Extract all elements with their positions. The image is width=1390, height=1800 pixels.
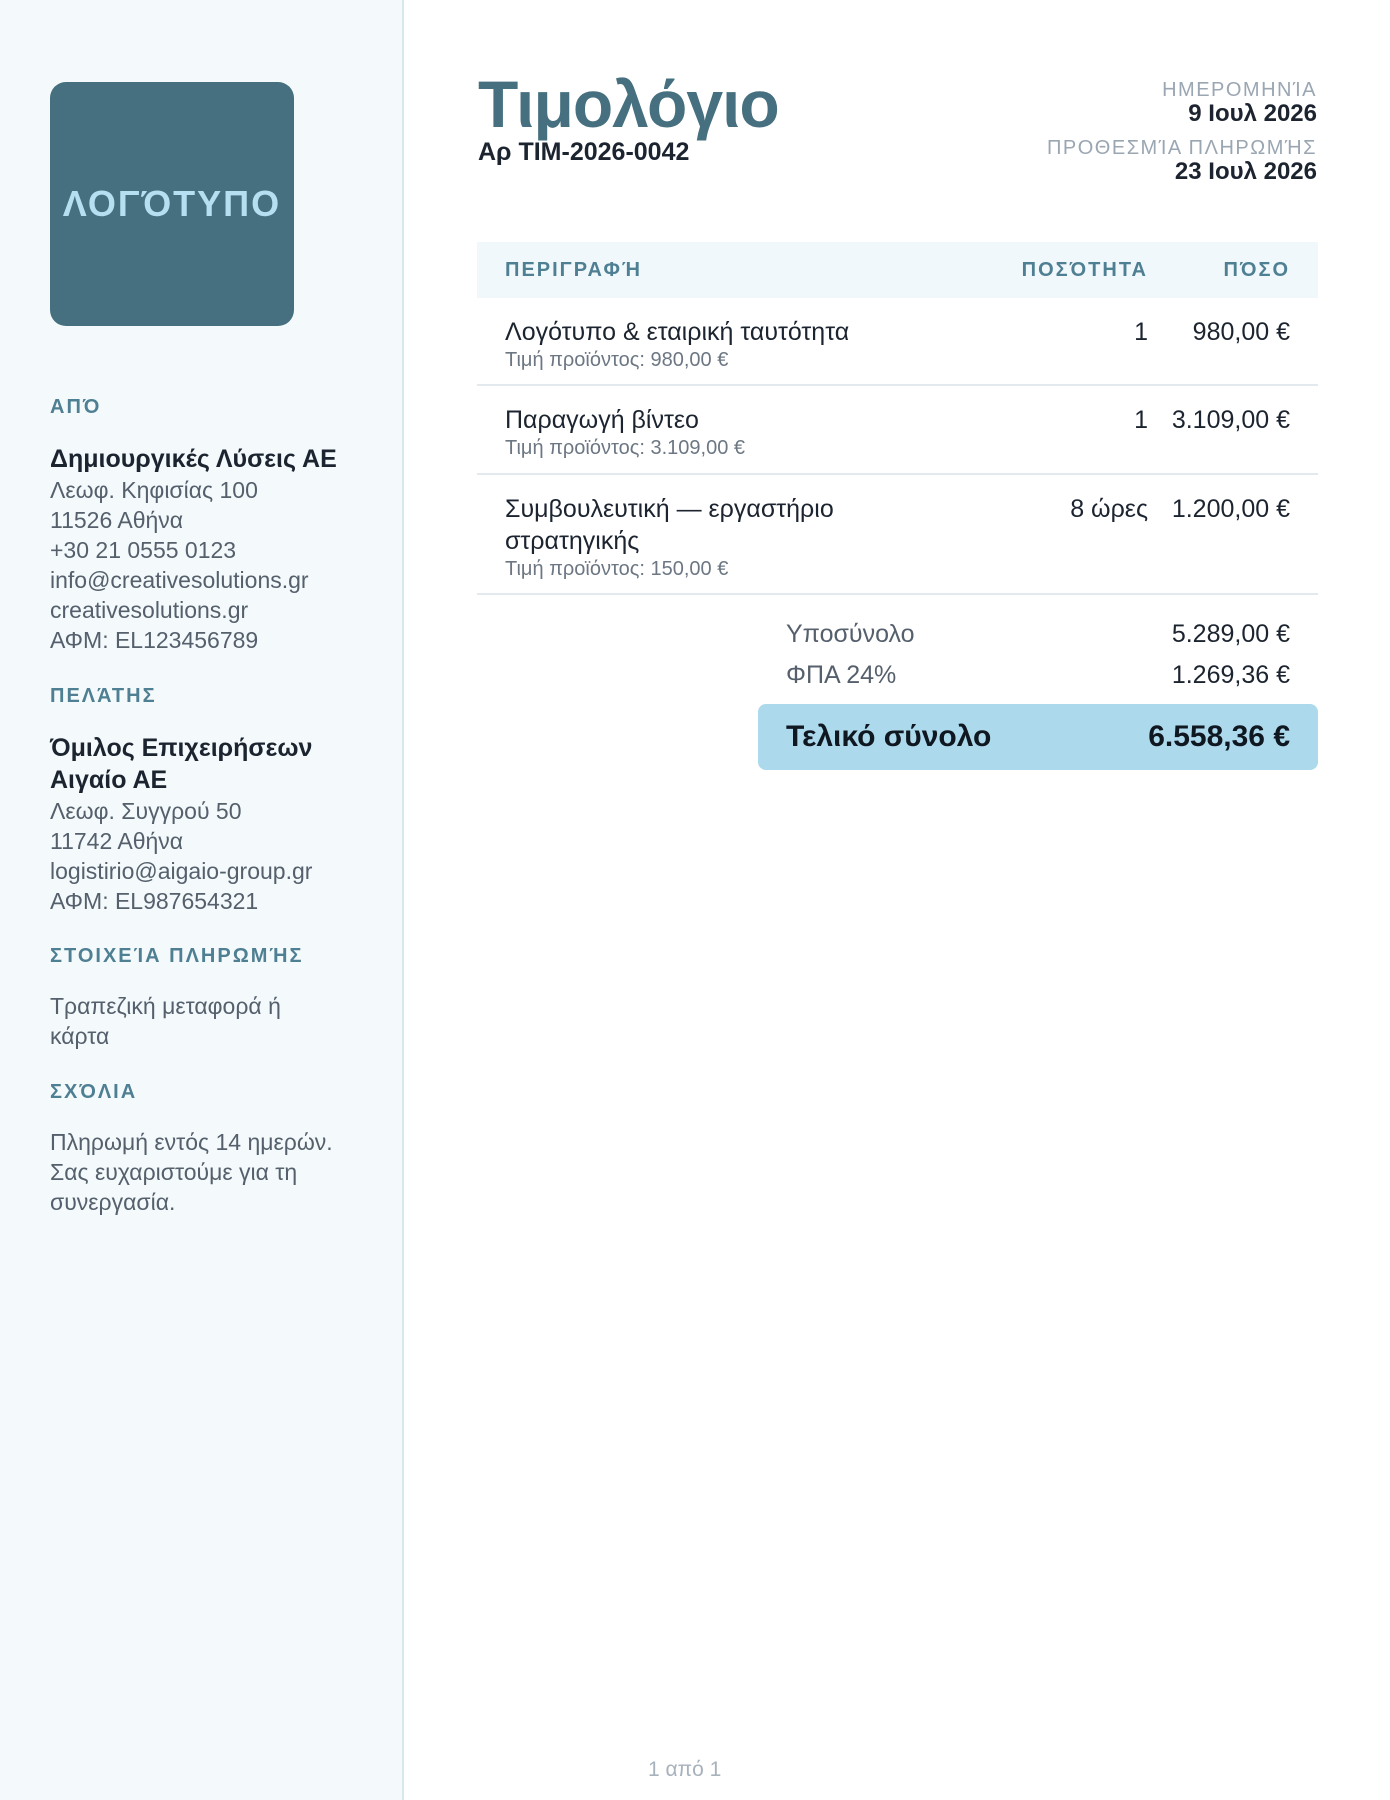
- from-email: info@creativesolutions.gr: [50, 567, 309, 593]
- table-row: [477, 298, 1318, 386]
- item-description: [477, 404, 978, 460]
- logo-placeholder: [50, 82, 294, 326]
- items-table: [477, 242, 1318, 595]
- date-value: 9 Ιουλ 2026: [1188, 100, 1317, 127]
- from-name: Δημιουργικές Λύσεις ΑΕ: [50, 445, 337, 473]
- due-value: 23 Ιουλ 2026: [1174, 158, 1317, 185]
- item-quantity: 1: [1134, 406, 1148, 434]
- invoice-date: [1162, 79, 1317, 127]
- item-amount: 3.109,00 €: [1171, 406, 1290, 434]
- sidebar: [0, 0, 404, 1800]
- notes-block: [50, 1127, 360, 1217]
- notes-text: Πληρωμή εντός 14 ημερών. Σας ευχαριστούμε για τη συνεργασία.: [50, 1129, 333, 1215]
- vat-value: 1.269,36 €: [1171, 661, 1290, 689]
- header-description: ΠΕΡΙΓΡΑΦΉ: [505, 258, 642, 281]
- payment-text: Τραπεζική μεταφορά ή κάρτα: [50, 993, 281, 1049]
- table-row: [477, 386, 1318, 475]
- from-city: 11526 Αθήνα: [50, 507, 184, 533]
- subtotal-label: Υποσύνολο: [786, 620, 915, 648]
- client-block: [50, 732, 350, 916]
- item-amount: 1.200,00 €: [1171, 495, 1290, 523]
- grand-total-value: 6.558,36 €: [1148, 720, 1290, 753]
- item-unit-price: Τιμή προϊόντος: 150,00 €: [505, 558, 729, 580]
- page-number: 1 από 1: [648, 1758, 722, 1781]
- invoice-number: Αρ ΤΙΜ-2026-0042: [478, 138, 690, 166]
- item-amount: 980,00 €: [1192, 318, 1290, 346]
- totals-block: [758, 614, 1318, 770]
- client-address: Λεωφ. Συγγρού 50: [50, 798, 242, 824]
- item-description: [477, 493, 917, 581]
- client-name: Όμιλος Επιχειρήσεων Αιγαίο ΑΕ: [50, 734, 313, 794]
- from-phone: +30 21 0555 0123: [50, 537, 237, 563]
- item-unit-price: Τιμή προϊόντος: 980,00 €: [505, 349, 729, 371]
- item-description: [477, 316, 978, 372]
- payment-heading: ΣΤΟΙΧΕΊΑ ΠΛΗΡΩΜΉΣ: [50, 945, 304, 967]
- invoice-due: [1047, 137, 1317, 185]
- header-amount: ΠΌΣΟ: [1223, 258, 1290, 281]
- from-address: Λεωφ. Κηφισίας 100: [50, 477, 258, 503]
- date-label: ΗΜΕΡΟΜΗΝΊΑ: [1162, 79, 1317, 101]
- client-heading: ΠΕΛΆΤΗΣ: [50, 685, 157, 707]
- logo-text: ΛΟΓΌΤΥΠΟ: [62, 183, 282, 224]
- invoice-title: Τιμολόγιο: [478, 67, 779, 141]
- notes-heading: ΣΧΌΛΙΑ: [50, 1081, 138, 1103]
- table-row: [477, 475, 1318, 595]
- item-title: Παραγωγή βίντεο: [505, 406, 699, 434]
- from-vat: ΑΦΜ: EL123456789: [50, 627, 259, 653]
- payment-block: [50, 991, 340, 1051]
- grand-total-row: [758, 704, 1318, 770]
- header-quantity: ΠΟΣΌΤΗΤΑ: [1021, 258, 1148, 281]
- from-heading: ΑΠΌ: [50, 396, 102, 418]
- from-block: [50, 443, 370, 655]
- item-quantity: 8 ώρες: [1070, 495, 1148, 523]
- client-city: 11742 Αθήνα: [50, 828, 184, 854]
- from-website: creativesolutions.gr: [50, 597, 249, 623]
- subtotal-value: 5.289,00 €: [1171, 620, 1290, 648]
- client-email: logistirio@aigaio-group.gr: [50, 858, 313, 884]
- vat-row: [758, 655, 1318, 696]
- client-vat: ΑΦΜ: EL987654321: [50, 888, 259, 914]
- grand-total-label: Τελικό σύνολο: [786, 720, 992, 753]
- vat-label: ΦΠΑ 24%: [786, 661, 897, 689]
- item-unit-price: Τιμή προϊόντος: 3.109,00 €: [505, 437, 746, 459]
- item-title: Λογότυπο & εταιρική ταυτότητα: [505, 318, 850, 346]
- item-quantity: 1: [1134, 318, 1148, 346]
- subtotal-row: [758, 614, 1318, 655]
- table-header: [477, 242, 1318, 298]
- due-label: ΠΡΟΘΕΣΜΊΑ ΠΛΗΡΩΜΉΣ: [1046, 137, 1317, 159]
- item-title: Συμβουλευτική — εργαστήριο στρατηγικής: [505, 495, 834, 555]
